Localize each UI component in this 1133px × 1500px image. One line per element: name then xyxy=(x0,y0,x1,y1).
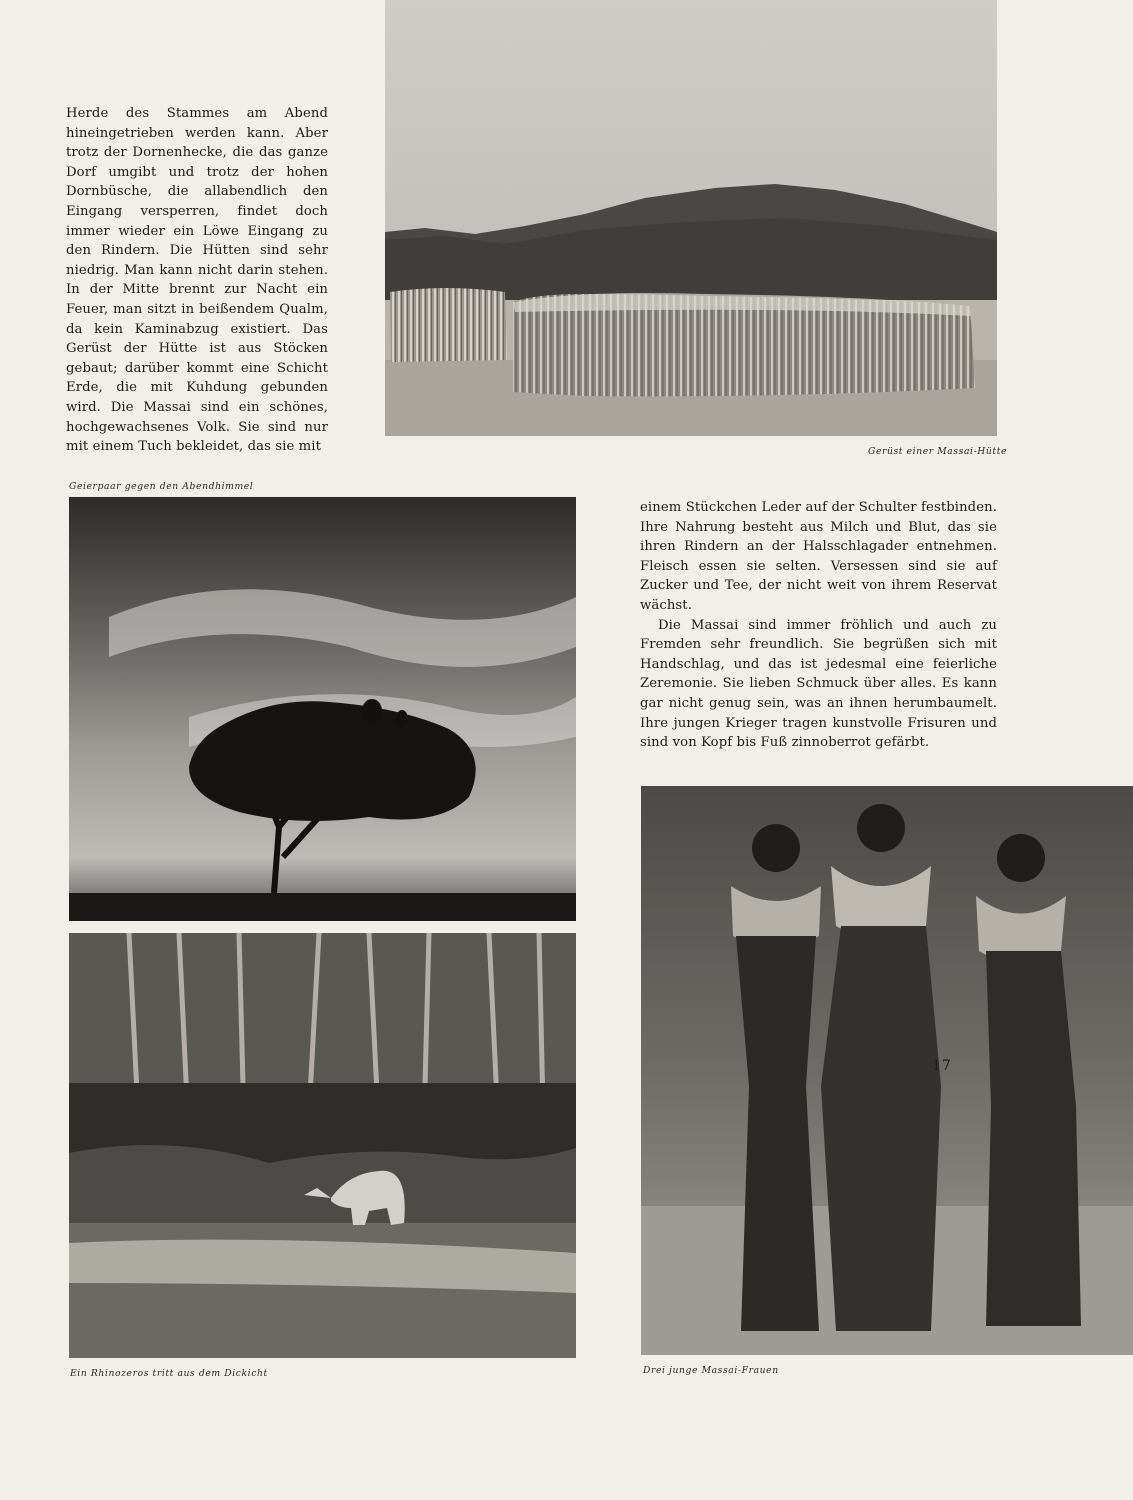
photo-rhino xyxy=(69,933,576,1358)
photo-massai-women xyxy=(641,786,1133,1355)
caption-women: Drei junge Massai-Frauen xyxy=(643,1365,779,1376)
paragraph: einem Stückchen Leder auf der Schulter festbinden. Ihre Nahrung besteht aus Milch und Blut, das sie ihren Rindern an der Halsschlagader entnehmen. Fleisch essen sie selten. Versessen sind sie auf Zucker und Tee, der nicht weit von ihrem Reservat wächst. xyxy=(640,500,997,613)
photo-vultures-tree xyxy=(69,497,576,921)
article-text-column-1 xyxy=(66,104,328,457)
photo-massai-hut xyxy=(385,0,997,436)
paragraph: Herde des Stammes am Abend hineingetrieben werden kann. Aber trotz der Dornenhecke, die das ganze Dorf umgibt und trotz der hohen Dornbüsche, die allabendlich den Eingang versperren, findet doch immer wieder ein Löwe Eingang zu den Rindern. Die Hütten sind sehr niedrig. Man kann nicht darin stehen. In der Mitte brennt zur Nacht ein Feuer, man sitzt in beißendem Qualm, da kein Kaminabzug existiert. Das Gerüst der Hütte ist aus Stöcken gebaut; darüber kommt eine Schicht Erde, die mit Kuhdung gebunden wird. Die Massai sind ein schönes, hochgewachsenes Volk. Sie sind nur mit einem Tuch bekleidet, das sie mit xyxy=(66,106,328,455)
article-text-column-2 xyxy=(640,498,997,753)
caption-hut: Gerüst einer Massai-Hütte xyxy=(868,446,1008,457)
page-number: 17 xyxy=(932,1058,952,1074)
caption-vultures: Geierpaar gegen den Abendhimmel xyxy=(69,481,254,492)
paragraph: Die Massai sind immer fröhlich und auch zu Fremden sehr freundlich. Sie begrüßen sich mit Handschlag, und das ist jedesmal eine feierliche Zeremonie. Sie lieben Schmuck über alles. Es kann gar nicht genug sein, was an ihnen herumbaumelt. Ihre jungen Krieger tragen kunstvolle Frisuren und sind von Kopf bis Fuß zinnoberrot gefärbt. xyxy=(640,617,997,751)
caption-rhino: Ein Rhinozeros tritt aus dem Dickicht xyxy=(70,1368,268,1379)
